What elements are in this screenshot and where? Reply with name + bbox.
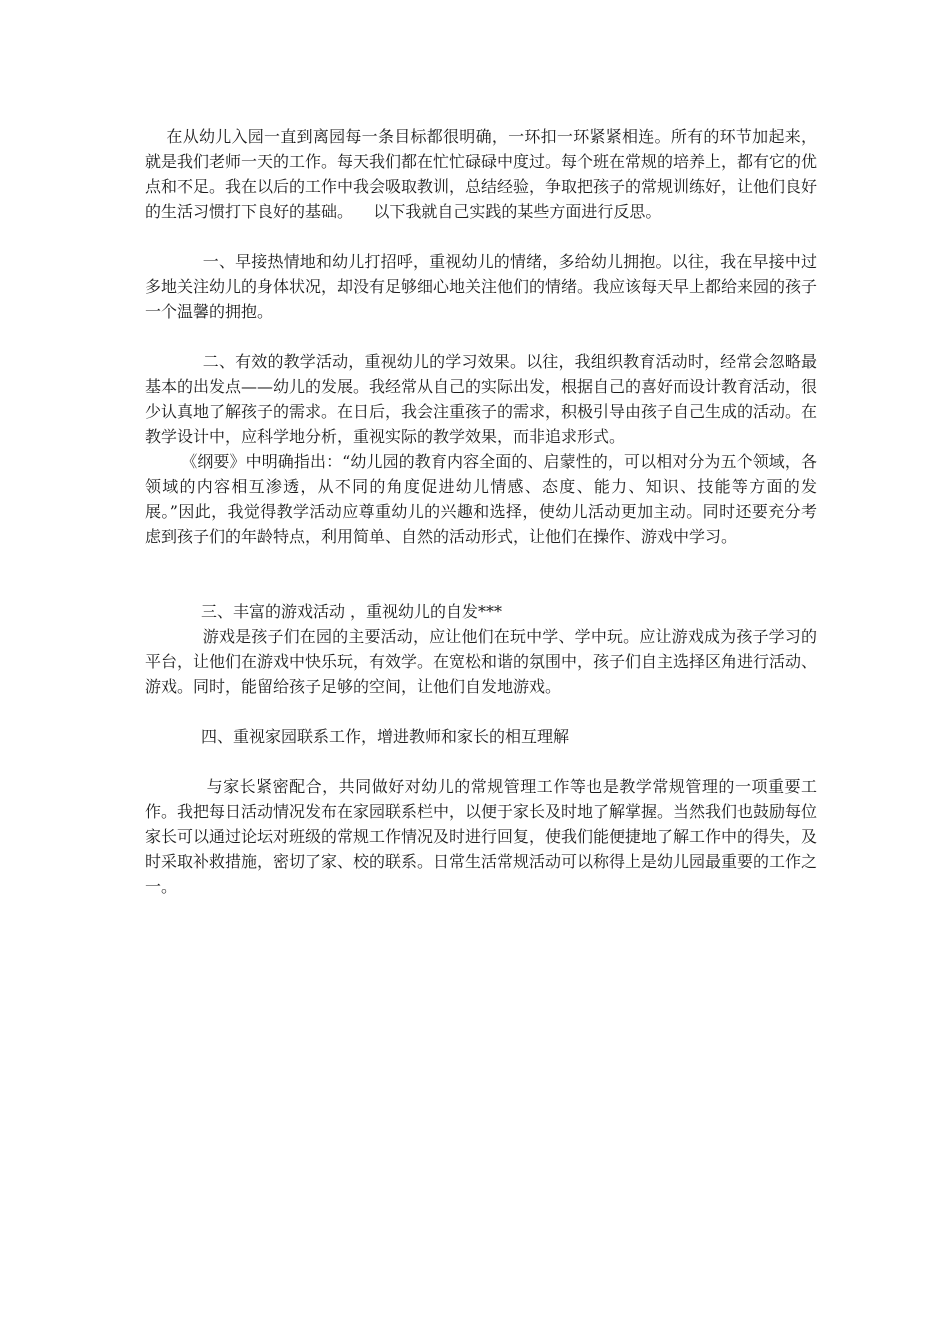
section-1-paragraph: 一、早接热情地和幼儿打招呼，重视幼儿的情绪，多给幼儿拥抱。以往，我在早接中过多地关注幼儿的身体状况，却没有足够细心地关注他们的情绪。我应该每天早上都给来园的孩子一个温馨的拥抱。	[145, 252, 818, 321]
section-3-title: 三、丰富的游戏活动 ，重视幼儿的自发***	[145, 602, 503, 621]
section-2-quote-paragraph: 《纲要》中明确指出：“幼儿园的教育内容全面的、启蒙性的，可以相对分为五个领域，各领域的内容相互渗透，从不同的角度促进幼儿情感、态度、能力、知识、技能等方面的发展。”因此，我觉得教学活动应尊重幼儿的兴趣和选择，使幼儿活动更加主动。同时还要充分考虑到孩子们的年龄特点，利用简单、自然的活动形式，让他们在操作、游戏中学习。	[145, 452, 817, 546]
section-4-paragraph: 与家长紧密配合，共同做好对幼儿的常规管理工作等也是教学常规管理的一项重要工作。我把每日活动情况发布在家园联系栏中，以便于家长及时地了解掌握。当然我们也鼓励每位家长可以通过论坛对班级的常规工作情况及时进行回复，使我们能便捷地了解工作中的得失，及时采取补救措施，密切了家、校的联系。日常生活常规活动可以称得上是幼儿园最重要的工作之一。	[145, 777, 818, 896]
section-3-paragraph: 游戏是孩子们在园的主要活动，应让他们在玩中学、学中玩。应让游戏成为孩子学习的平台，让他们在游戏中快乐玩，有效学。在宽松和谐的氛围中，孩子们自主选择区角进行活动、游戏。同时，能留给孩子足够的空间，让他们自发地游戏。	[145, 627, 818, 696]
section-4-title: 四、重视家园联系工作，增进教师和家长的相互理解	[145, 727, 569, 746]
section-2-paragraph: 二、有效的教学活动，重视幼儿的学习效果。以往，我组织教育活动时，经常会忽略最基本的出发点——幼儿的发展。我经常从自己的实际出发，根据自己的喜好而设计教育活动，很少认真地了解孩子的需求。在日后，我会注重孩子的需求，积极引导由孩子自己生成的活动。在教学设计中，应科学地分析，重视实际的教学效果，而非追求形式。	[145, 352, 818, 446]
intro-paragraph: 在从幼儿入园一直到离园每一条目标都很明确，一环扣一环紧紧相连。所有的环节加起来，就是我们老师一天的工作。每天我们都在忙忙碌碌中度过。每个班在常规的培养上，都有它的优点和不足。我在以后的工作中我会吸取教训，总结经验，争取把孩子的常规训练好，让他们良好的生活习惯打下良好的基础。 以下我就自己实践的某些方面进行反思。	[145, 127, 818, 221]
